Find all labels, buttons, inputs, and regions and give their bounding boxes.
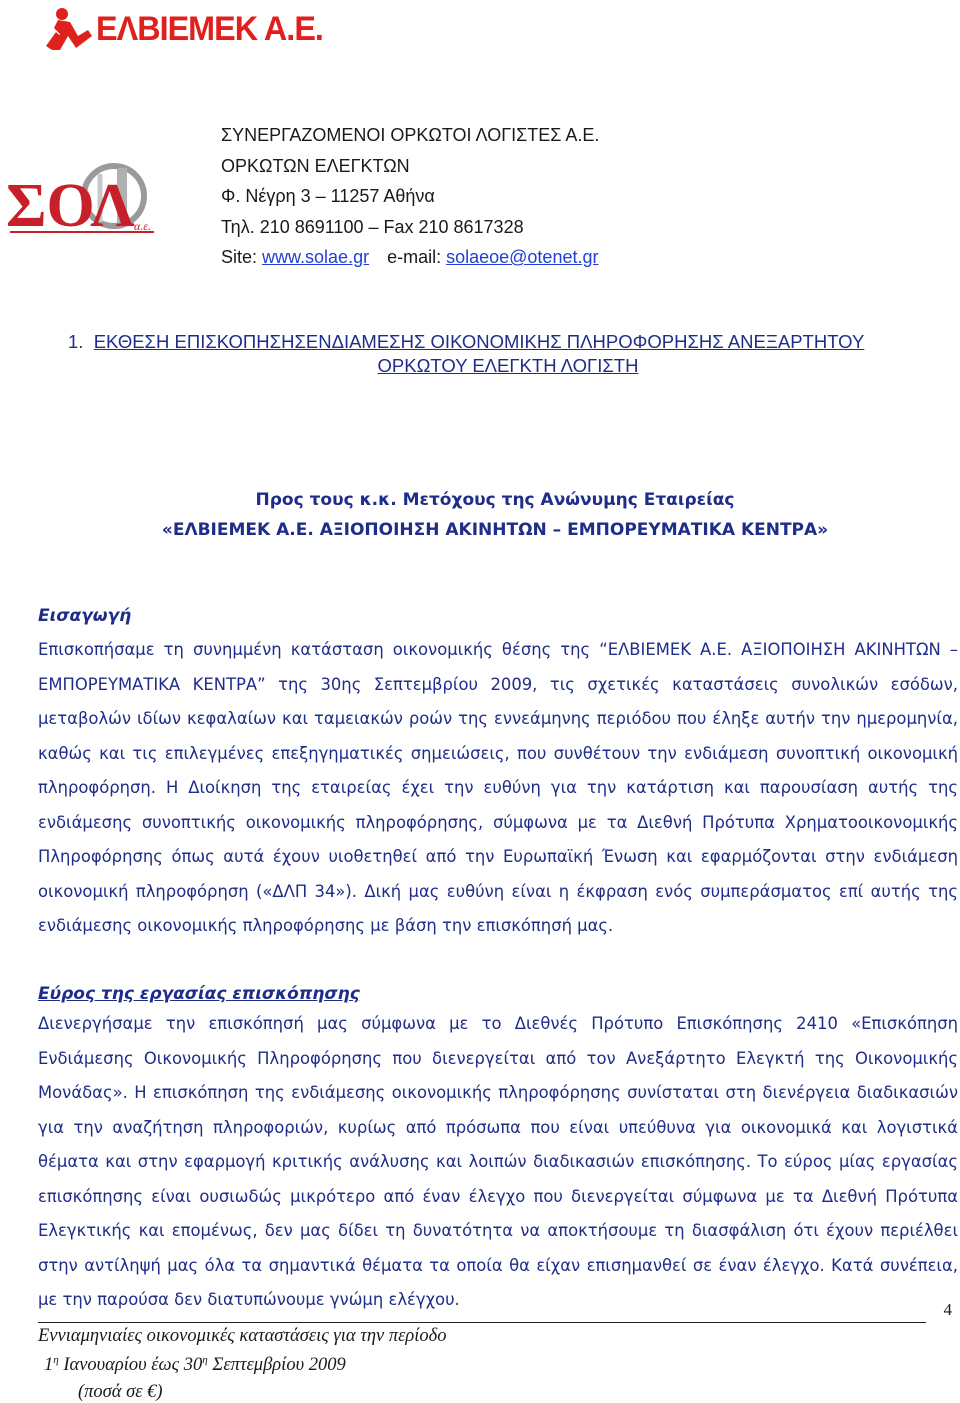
report-title-line1: ΕΚΘΕΣΗ ΕΠΙΣΚΟΠΗΣΗΣΕΝΔΙΑΜΕΣΗΣ ΟΙΚΟΝΟΜΙΚΗΣ ΠΛΗΡΟΦΟΡΗΣΗΣ ΑΝΕΞΑΡΤΗΤΟΥ: [93, 331, 865, 352]
site-link[interactable]: www.solae.gr: [262, 247, 370, 267]
auditor-contact: [221, 242, 599, 273]
auditor-line2: ΟΡΚΩΤΩΝ ΕΛΕΓΚΤΩΝ: [221, 155, 410, 176]
email-link[interactable]: solaeoe@otenet.gr: [446, 247, 599, 267]
auditor-logo-subtext: α.ε.: [134, 219, 152, 233]
footer-line1: Εννιαμηνιαίες οικονομικές καταστάσεις για την περίοδο: [38, 1326, 447, 1346]
report-number: 1.: [68, 331, 84, 352]
worker-figure-icon: [44, 6, 94, 52]
auditor-logo: [4, 158, 159, 240]
footer-line2: $1^\eta$ Ιανουαρίου έως $30^\eta$ Σεπτεμβρίου 2009: [44, 1354, 346, 1376]
footer-divider: [38, 1322, 926, 1323]
addressee-to: Προς τους κ.κ. Μετόχους της Ανώνυμης Εταιρείας: [255, 490, 735, 510]
footer-line3: (ποσά σε €): [78, 1382, 163, 1402]
site-label: Site:: [221, 247, 263, 267]
intro-title: Εισαγωγή: [38, 606, 132, 626]
scope-title: Εύρος της εργασίας επισκόπησης: [38, 984, 360, 1004]
auditor-line1: ΣΥΝΕΡΓΑΖΟΜΕΝΟΙ ΟΡΚΩΤΟΙ ΛΟΓΙΣΤΕΣ Α.Ε.: [221, 125, 600, 145]
auditor-line4: Τηλ. 210 8691100 – Fax 210 8617328: [221, 216, 524, 237]
addressee-company: «ΕΛΒΙΕΜΕΚ Α.Ε. ΑΞΙΟΠΟΙΗΣΗ ΑΚΙΝΗΤΩΝ – ΕΜΠΟΡΕΥΜΑΤΙΚΑ ΚΕΝΤΡΑ»: [161, 520, 829, 540]
auditor-address: [221, 120, 599, 273]
email-label: e-mail:: [387, 247, 447, 267]
report-title-line2: ΟΡΚΩΤΟΥ ΕΛΕΓΚΤΗ ΛΟΓΙΣΤΗ: [377, 355, 639, 376]
scope-text: Διενεργήσαμε την επισκόπησή μας σύμφωνα με το Διεθνές Πρότυπο Επισκόπησης 2410 «Επισκόπηση Ενδιάμεσης Οικονομικής Πληροφόρησης που διενεργείται από τον Ανεξάρτητο Ελεγκτή της Οικονομικής Μονάδας». Η επισκόπηση της ενδιάμεσης οικονομικής πληροφόρησης συνίσταται στη διενέργεια διαδικασιών για την αναζήτηση πληροφοριών, κυρίως από πρόσωπα που είναι υπεύθυνα για οικονομικά και λογιστικά θέματα και στην εφαρμογή κριτικής ανάλυσης και λοιπών διαδικασιών επισκόπησης. Το εύρος μίας εργασίας επισκόπησης είναι ουσιωδώς μικρότερο από έναν έλεγχο που διενεργείται σύμφωνα με τα Διεθνή Πρότυπα Ελεγκτικής και επομένως, δεν μας δίδει τη δυνατότητα να αποκτήσουμε τη διασφάλιση ότι έχουν περιέλθει στην αντίληψή μας όλα τα σημαντικά θέματα τα οποία θα είχαν επισημανθεί σε έναν έλεγχο. Κατά συνέπεια, με την παρούσα δεν διατυπώνουμε γνώμη ελέγχου.: [38, 1014, 958, 1309]
intro-text: Επισκοπήσαμε τη συνημμένη κατάσταση οικονομικής θέσης της “ΕΛΒΙΕΜΕΚ Α.Ε. ΑΞΙΟΠΟΙΗΣΗ ΑΚΙΝΗΤΩΝ – ΕΜΠΟΡΕΥΜΑΤΙΚΑ ΚΕΝΤΡΑ” της 30ης Σεπτεμβρίου 2009, τις σχετικές καταστάσεις συνολικών εσόδων, μεταβολών ιδίων κεφαλαίων και ταμειακών ροών της εννεάμηνης περιόδου που έληξε αυτήν την ημερομηνία, καθώς και τις επιλεγμένες επεξηγηματικές σημειώσεις, που συνθέτουν την ενδιάμεση συνοπτική οικονομική πληροφόρηση. Η Διοίκηση της εταιρείας έχει την ευθύνη για την κατάρτιση και παρουσίαση αυτής της ενδιάμεσης συνοπτικής οικονομικής πληροφόρησης, σύμφωνα με τα Διεθνή Πρότυπα Χρηματοοικονομικής Πληροφόρησης όπως αυτά έχουν υιοθετηθεί από την Ευρωπαϊκή Ένωση και εφαρμόζονται στην ενδιάμεση οικονομική πληροφόρηση («ΔΛΠ 34»). Δική μας ευθύνη είναι η έκφραση ενός συμπεράσματος επί αυτής της ενδιάμεσης οικονομικής πληροφόρησης με βάση την επισκόπησή μας.: [38, 640, 958, 935]
page-number: 4: [943, 1300, 952, 1319]
company-logo: [44, 6, 335, 52]
auditor-logo-text: ΣΟΛ: [6, 172, 135, 240]
company-name: ΕΛΒΙΕΜΕΚ Α.Ε.: [96, 9, 323, 48]
report-title: [68, 330, 948, 378]
auditor-line3: Φ. Νέγρη 3 – 11257 Αθήνα: [221, 186, 435, 206]
